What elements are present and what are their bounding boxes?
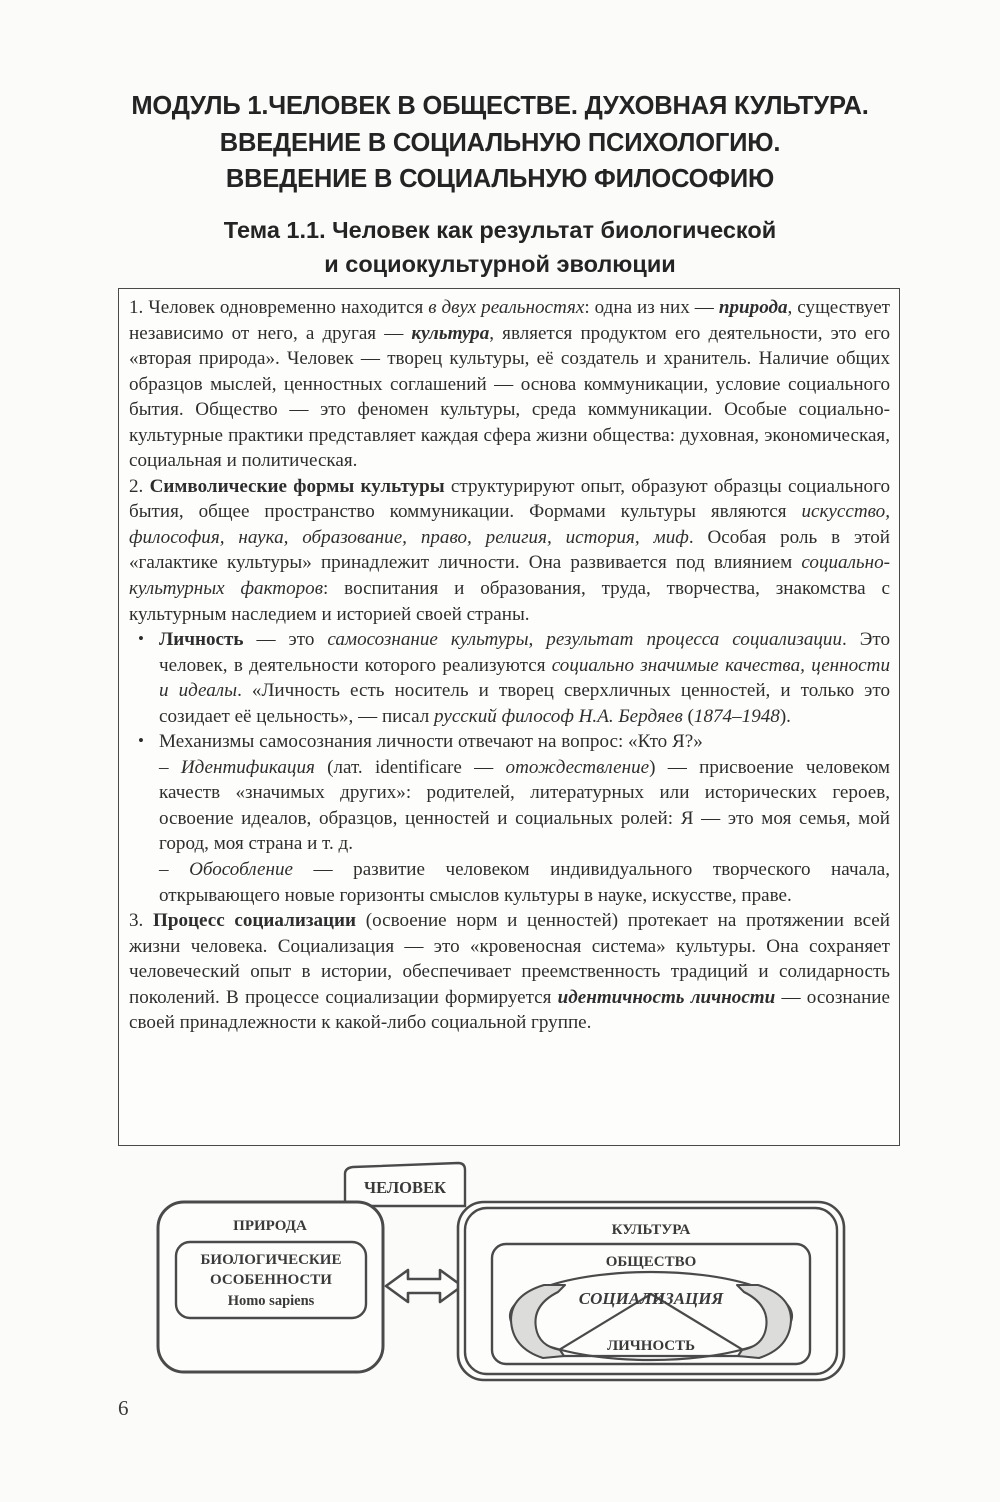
bullet-1-strong-a: Личность [159,629,244,651]
sub-2-em-a: Обособление [189,859,293,881]
bullet-1-em-b: социально значимые качества, ценности и идеалы [159,654,890,702]
bullet-2-lead: Механизмы самосознания личности отвечают на вопрос: «Кто Я?» [159,731,703,753]
paragraph-1-run-b: : одна из них — [584,297,719,318]
paragraph-2-strong-a: Символические формы культуры [149,475,445,497]
bullet-1-run-d: ( [682,705,694,727]
topic-title [150,214,850,282]
bullet-1-em-d: 1874–1948 [693,705,780,727]
paragraph-2 [129,474,890,627]
module-title [120,88,880,198]
sub-2-run-a: — развитие человеком индивидуального творческого начала, открывающего новые горизонты смыслов культуры в науке, искусстве, праве. [159,859,890,906]
bullet-1-run-a: — это [243,629,328,651]
module-title-line-1: МОДУЛЬ 1.ЧЕЛОВЕК В ОБЩЕСТВЕ. ДУХОВНАЯ КУЛЬТУРА. [131,92,869,120]
bullet-1-run-b: . Это человек, в деятельности которого реализуются [159,629,891,676]
paragraph-3-strong-a: Процесс социализации [153,910,357,932]
bullet-1-run-e: ). [779,705,791,727]
body-text-frame [118,288,900,1146]
paragraph-3-run-b: — осознание своей принадлежности к какой-либо социальной группе. [129,986,890,1034]
paragraph-2-number: 2. [129,475,150,497]
paragraph-1-number: 1. [129,297,149,318]
diagram-label-society: ОБЩЕСТВО [605,1254,697,1270]
paragraph-1-strong-em-b: культура [411,322,490,344]
paragraph-3-run-a: (освоение норм и ценностей) протекает на протяжении всей жизни человека. Социализация — это «кровеносная система» культуры. Она сохраняет человеческий опыт в истории, обеспечивает преемственность традиций и солидарность поколений. В процессе социализации формируется [129,910,890,1008]
paragraph-3-strong-em-a: идентичность личности [557,986,776,1008]
bullet-item-mehanizmy [129,729,890,908]
paragraph-2-em-list: искусство, философия, наука, образование, право, религия, история, миф [129,501,890,548]
paragraph-3 [129,908,890,1036]
paragraph-1-em-a: в двух реальностях [428,297,585,318]
sub-1-run-b: ) — присвоение человеком качеств «значимых других»: родителей, литературных или исторических героев, освоение идеалов, образцов, ценностей и социальных ролей: Я — это моя семья, мой город, моя страна и т. д. [159,756,891,855]
bullet-2-sub-identifikaciya [159,755,890,857]
paragraph-1-run-d: , является продуктом его деятельности, это его «вторая природа». Человек — творец культуры, её создатель и хранитель. Наличие общих образцов мыслей, ценностных соглашений — основа коммуникации, условие социального бытия. Общество — это феномен культуры, среда коммуникации. Особые социально-культурные практики представляет каждая сфера жизни общества: духовная, экономическая, социальная и политическая. [129,322,890,472]
diagram-label-socialization: СОЦИАЛИЗАЦИЯ [578,1289,724,1308]
sub-1-dash: – [159,756,181,778]
bidirectional-arrow-icon [386,1270,462,1302]
paragraph-1-run-a: Человек одновременно находится [148,297,429,318]
diagram-label-culture: КУЛЬТУРА [611,1222,691,1238]
concept-diagram [140,1158,860,1388]
diagram-label-personality: ЛИЧНОСТЬ [606,1338,696,1354]
sub-2-dash: – [159,859,190,881]
paragraph-3-number: 3. [129,910,154,932]
bullet-1-em-a: самосознание культуры, результат процесса социализации [327,629,843,651]
diagram-label-human: ЧЕЛОВЕК [363,1178,447,1197]
module-title-line-3: ВВЕДЕНИЕ В СОЦИАЛЬНУЮ ФИЛОСОФИЮ [225,165,775,194]
sub-1-em-b: отождествление [505,756,650,778]
diagram-label-nature: ПРИРОДА [233,1218,307,1234]
diagram-label-homosapiens: Homo sapiens [227,1293,315,1309]
diagram-label-biological-2: ОСОБЕННОСТИ [210,1272,332,1288]
bullet-list [129,627,890,908]
topic-title-line-1: Тема 1.1. Человек как результат биологической [223,217,777,243]
page-number: 6 [118,1396,129,1420]
module-title-line-2: ВВЕДЕНИЕ В СОЦИАЛЬНУЮ ПСИХОЛОГИЮ. [219,128,781,157]
sub-1-run-a: (лат. identificare — [314,756,506,778]
paragraph-2-run-c: : воспитания и образования, труда, творчества, знакомства с культурным наследием и историей своей страны. [129,578,890,625]
bullet-item-lichnost [129,627,890,729]
paragraph-2-run-b: . Особая роль в этой «галактике культуры» принадлежит личности. Она развивается под влиянием [129,526,891,574]
paragraph-2-em-b: социально-культурных факторов [129,552,890,600]
paragraph-2-run-a: структурируют опыт, образуют образцы социального бытия, общее пространство коммуникации. Формами культуры являются [129,475,890,523]
diagram-label-biological-1: БИОЛОГИЧЕСКИЕ [200,1252,342,1268]
paragraph-1 [129,295,890,474]
bullet-2-sub-obosoblenie [159,857,890,908]
paragraph-1-strong-em-a: природа [718,297,788,318]
bullet-1-em-c: русский философ Н.А. Бердяев [434,705,683,727]
topic-title-line-2: и социокультурной эволюции [324,250,676,277]
sub-1-em-a: Идентификация [180,756,315,778]
bullet-1-run-c: . «Личность есть носитель и творец сверхличных ценностей, и только это созидает её цельность», — писал [159,680,890,727]
paragraph-1-run-c: , существует независимо от него, а другая — [129,297,891,344]
